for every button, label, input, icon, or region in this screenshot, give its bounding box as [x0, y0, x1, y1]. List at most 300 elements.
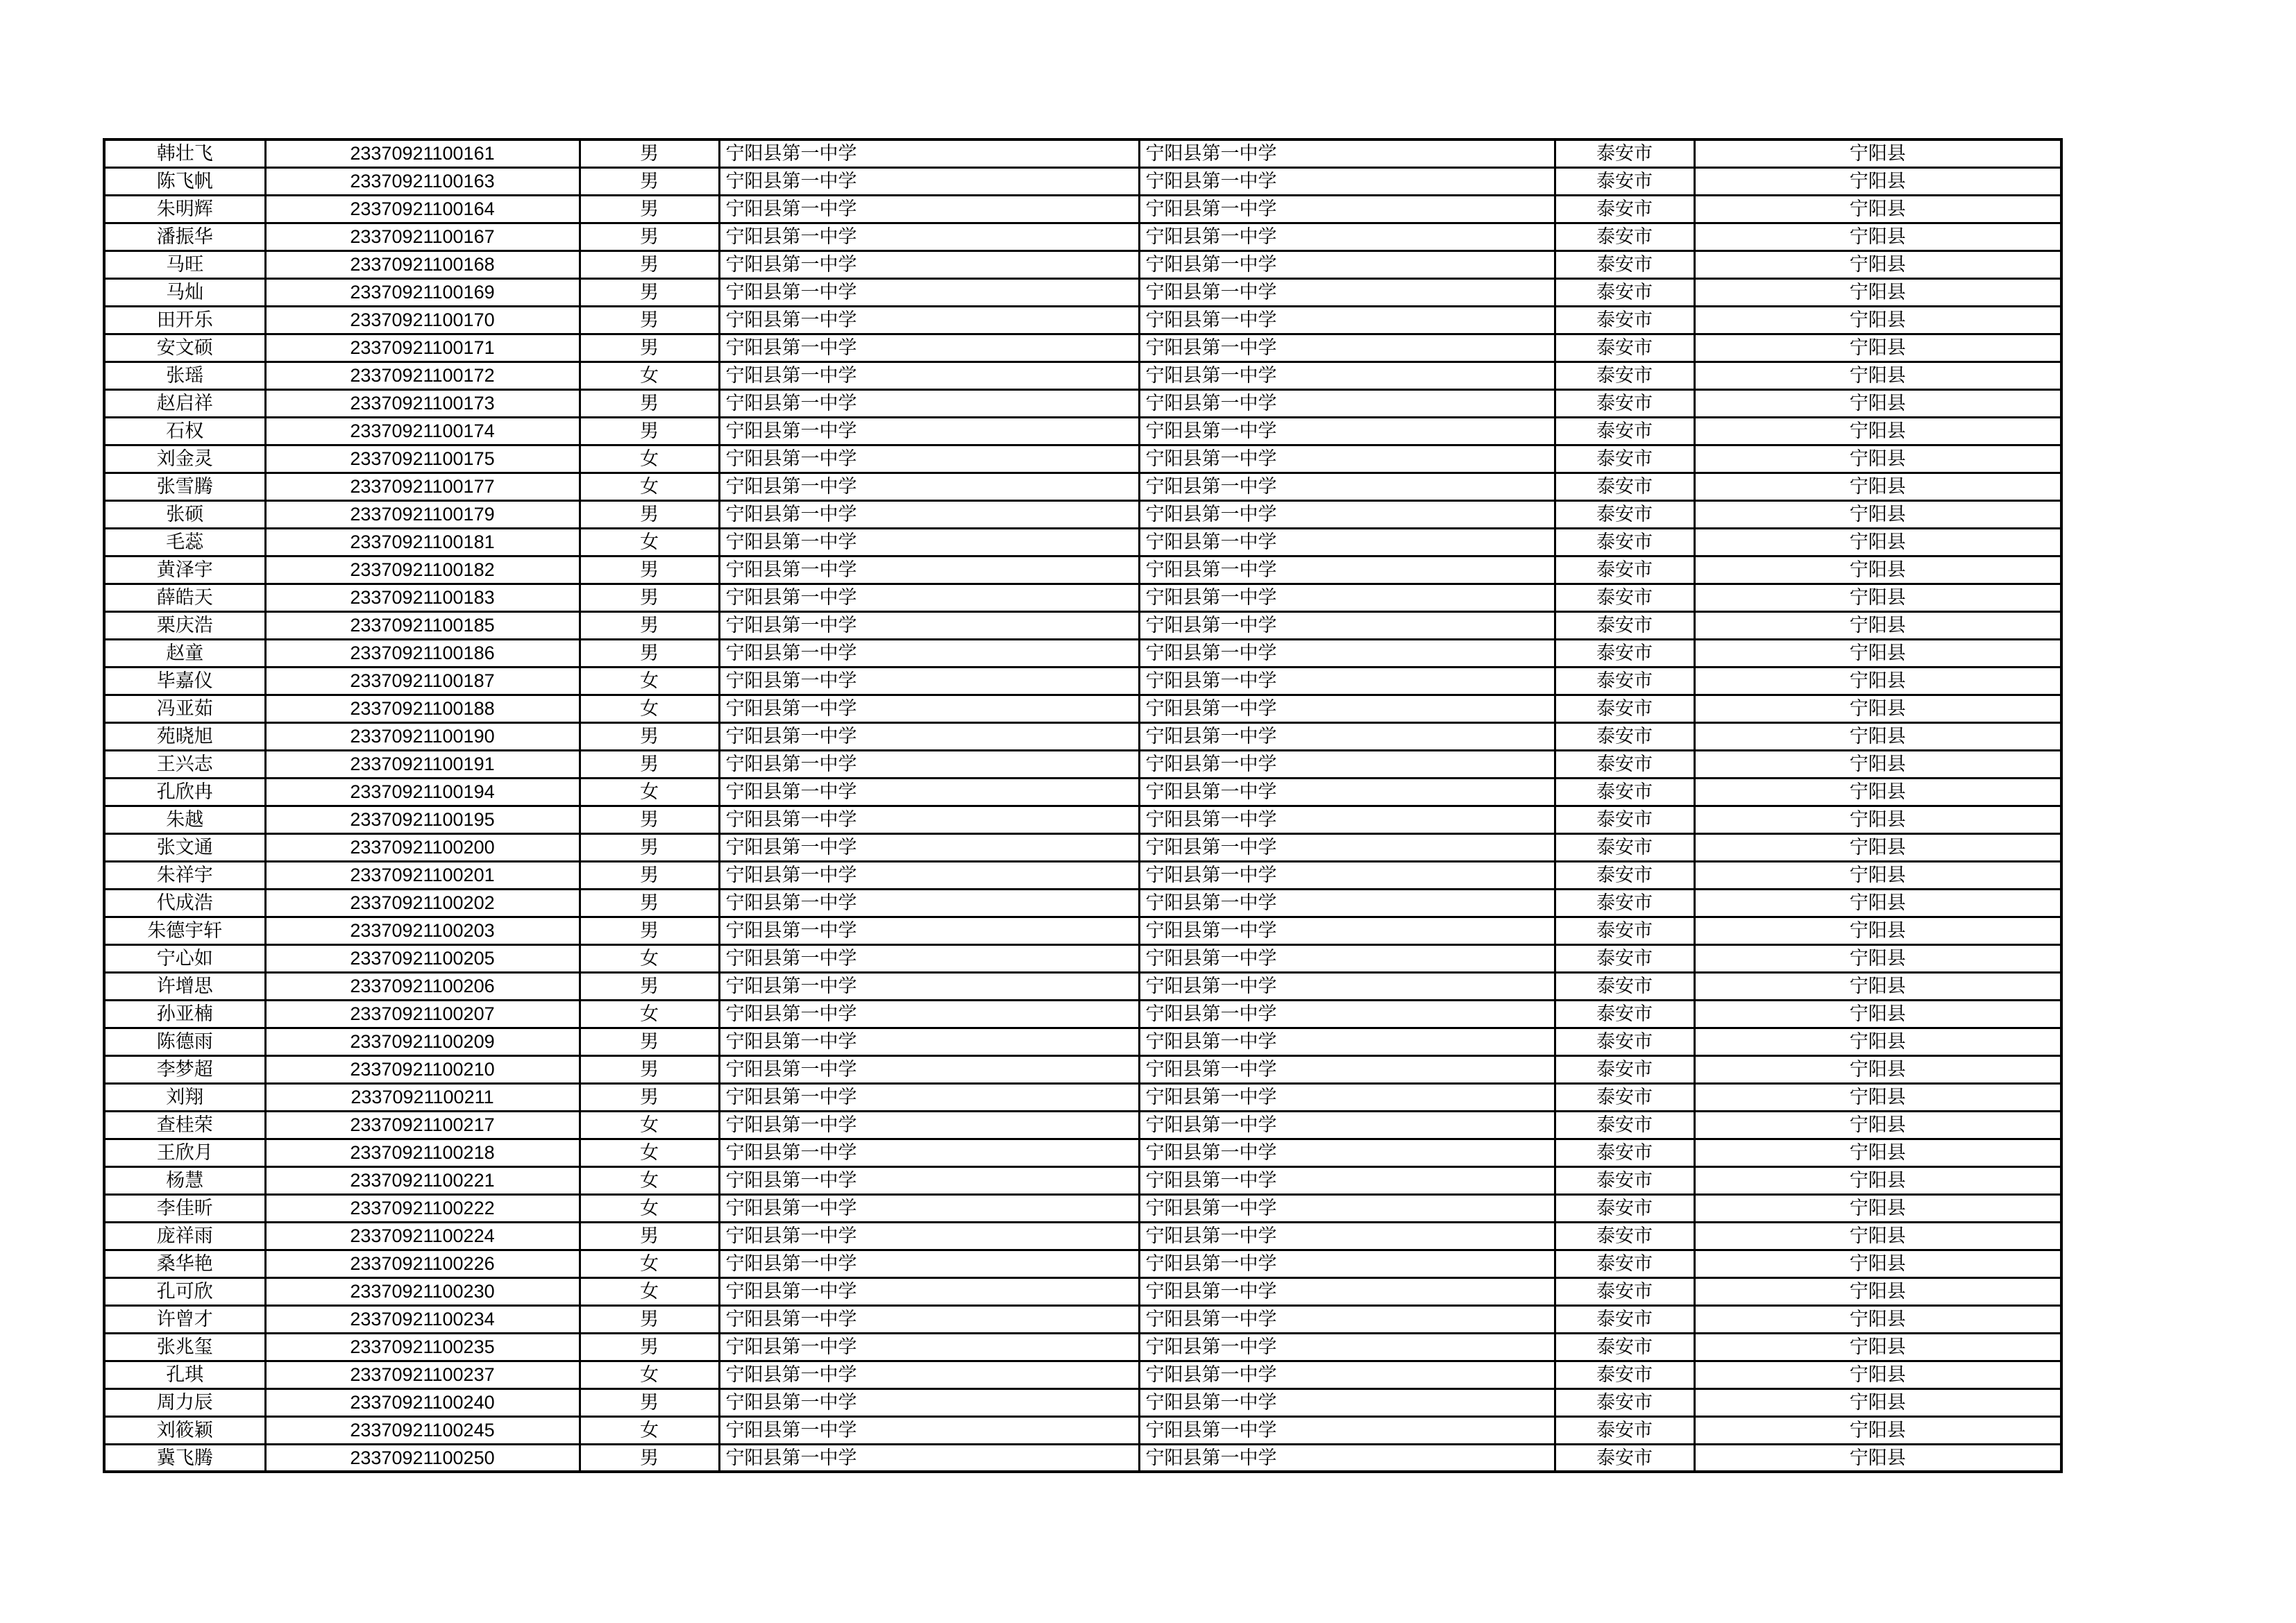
- cell-county: 宁阳县: [1694, 1250, 2061, 1277]
- cell-student-name: 李梦超: [104, 1055, 265, 1083]
- cell-city: 泰安市: [1555, 223, 1694, 250]
- cell-student-name: 杨慧: [104, 1166, 265, 1194]
- cell-county: 宁阳县: [1694, 1055, 2061, 1083]
- cell-gender: 男: [580, 223, 719, 250]
- table-row: [104, 250, 2061, 278]
- cell-county: 宁阳县: [1694, 833, 2061, 861]
- cell-registration-school: 宁阳县第一中学: [1139, 556, 1555, 584]
- table-row: [104, 806, 2061, 833]
- cell-county: 宁阳县: [1694, 445, 2061, 473]
- cell-student-name: 薛皓天: [104, 584, 265, 611]
- cell-exam-number: 23370921100169: [265, 278, 580, 306]
- cell-student-name: 张文通: [104, 833, 265, 861]
- cell-student-name: 代成浩: [104, 889, 265, 917]
- cell-city: 泰安市: [1555, 362, 1694, 389]
- cell-county: 宁阳县: [1694, 306, 2061, 334]
- cell-graduation-school: 宁阳县第一中学: [719, 778, 1139, 806]
- student-roster-body: [104, 139, 2061, 1472]
- cell-registration-school: 宁阳县第一中学: [1139, 972, 1555, 1000]
- cell-city: 泰安市: [1555, 278, 1694, 306]
- cell-registration-school: 宁阳县第一中学: [1139, 944, 1555, 972]
- cell-gender: 男: [580, 611, 719, 639]
- cell-exam-number: 23370921100201: [265, 861, 580, 889]
- cell-graduation-school: 宁阳县第一中学: [719, 639, 1139, 667]
- cell-exam-number: 23370921100211: [265, 1083, 580, 1111]
- cell-graduation-school: 宁阳县第一中学: [719, 528, 1139, 556]
- cell-gender: 女: [580, 1250, 719, 1277]
- cell-city: 泰安市: [1555, 584, 1694, 611]
- cell-registration-school: 宁阳县第一中学: [1139, 528, 1555, 556]
- cell-exam-number: 23370921100222: [265, 1194, 580, 1222]
- cell-exam-number: 23370921100161: [265, 139, 580, 167]
- cell-gender: 女: [580, 445, 719, 473]
- table-row: [104, 1388, 2061, 1416]
- cell-county: 宁阳县: [1694, 278, 2061, 306]
- cell-city: 泰安市: [1555, 750, 1694, 778]
- cell-student-name: 孔欣冉: [104, 778, 265, 806]
- cell-exam-number: 23370921100167: [265, 223, 580, 250]
- cell-exam-number: 23370921100207: [265, 1000, 580, 1028]
- cell-student-name: 张瑶: [104, 362, 265, 389]
- cell-city: 泰安市: [1555, 1083, 1694, 1111]
- cell-county: 宁阳县: [1694, 528, 2061, 556]
- cell-city: 泰安市: [1555, 389, 1694, 417]
- cell-exam-number: 23370921100245: [265, 1416, 580, 1444]
- cell-city: 泰安市: [1555, 778, 1694, 806]
- cell-student-name: 田开乐: [104, 306, 265, 334]
- cell-registration-school: 宁阳县第一中学: [1139, 1139, 1555, 1166]
- cell-student-name: 马灿: [104, 278, 265, 306]
- cell-gender: 女: [580, 473, 719, 500]
- cell-county: 宁阳县: [1694, 139, 2061, 167]
- cell-exam-number: 23370921100209: [265, 1028, 580, 1055]
- cell-registration-school: 宁阳县第一中学: [1139, 1416, 1555, 1444]
- cell-graduation-school: 宁阳县第一中学: [719, 667, 1139, 695]
- cell-gender: 男: [580, 889, 719, 917]
- cell-exam-number: 23370921100183: [265, 584, 580, 611]
- cell-student-name: 毛蕊: [104, 528, 265, 556]
- cell-student-name: 韩壮飞: [104, 139, 265, 167]
- cell-student-name: 陈飞帆: [104, 167, 265, 195]
- cell-city: 泰安市: [1555, 1166, 1694, 1194]
- cell-gender: 男: [580, 500, 719, 528]
- table-row: [104, 1333, 2061, 1361]
- cell-student-name: 毕嘉仪: [104, 667, 265, 695]
- cell-student-name: 李佳昕: [104, 1194, 265, 1222]
- cell-exam-number: 23370921100182: [265, 556, 580, 584]
- cell-county: 宁阳县: [1694, 889, 2061, 917]
- cell-city: 泰安市: [1555, 139, 1694, 167]
- cell-student-name: 朱明辉: [104, 195, 265, 223]
- cell-graduation-school: 宁阳县第一中学: [719, 917, 1139, 944]
- cell-exam-number: 23370921100200: [265, 833, 580, 861]
- table-row: [104, 1305, 2061, 1333]
- cell-exam-number: 23370921100185: [265, 611, 580, 639]
- cell-county: 宁阳县: [1694, 362, 2061, 389]
- cell-registration-school: 宁阳县第一中学: [1139, 1028, 1555, 1055]
- table-row: [104, 833, 2061, 861]
- cell-graduation-school: 宁阳县第一中学: [719, 445, 1139, 473]
- cell-registration-school: 宁阳县第一中学: [1139, 806, 1555, 833]
- cell-gender: 男: [580, 722, 719, 750]
- cell-county: 宁阳县: [1694, 556, 2061, 584]
- cell-county: 宁阳县: [1694, 1444, 2061, 1472]
- cell-city: 泰安市: [1555, 695, 1694, 722]
- cell-registration-school: 宁阳县第一中学: [1139, 833, 1555, 861]
- cell-gender: 男: [580, 195, 719, 223]
- cell-city: 泰安市: [1555, 1055, 1694, 1083]
- cell-registration-school: 宁阳县第一中学: [1139, 334, 1555, 362]
- table-row: [104, 1000, 2061, 1028]
- table-row: [104, 1277, 2061, 1305]
- cell-county: 宁阳县: [1694, 1166, 2061, 1194]
- cell-student-name: 周力辰: [104, 1388, 265, 1416]
- cell-gender: 女: [580, 1361, 719, 1388]
- table-row: [104, 1166, 2061, 1194]
- cell-city: 泰安市: [1555, 1250, 1694, 1277]
- table-row: [104, 861, 2061, 889]
- cell-graduation-school: 宁阳县第一中学: [719, 750, 1139, 778]
- cell-registration-school: 宁阳县第一中学: [1139, 639, 1555, 667]
- cell-registration-school: 宁阳县第一中学: [1139, 1055, 1555, 1083]
- cell-exam-number: 23370921100224: [265, 1222, 580, 1250]
- cell-county: 宁阳县: [1694, 806, 2061, 833]
- cell-gender: 女: [580, 1166, 719, 1194]
- cell-registration-school: 宁阳县第一中学: [1139, 389, 1555, 417]
- cell-gender: 男: [580, 1055, 719, 1083]
- cell-graduation-school: 宁阳县第一中学: [719, 1388, 1139, 1416]
- cell-exam-number: 23370921100250: [265, 1444, 580, 1472]
- cell-city: 泰安市: [1555, 1388, 1694, 1416]
- cell-student-name: 朱祥宇: [104, 861, 265, 889]
- cell-student-name: 张兆玺: [104, 1333, 265, 1361]
- cell-graduation-school: 宁阳县第一中学: [719, 389, 1139, 417]
- cell-registration-school: 宁阳县第一中学: [1139, 1194, 1555, 1222]
- cell-county: 宁阳县: [1694, 473, 2061, 500]
- cell-city: 泰安市: [1555, 556, 1694, 584]
- cell-graduation-school: 宁阳县第一中学: [719, 1000, 1139, 1028]
- cell-student-name: 朱德宇轩: [104, 917, 265, 944]
- table-row: [104, 1416, 2061, 1444]
- cell-exam-number: 23370921100174: [265, 417, 580, 445]
- cell-exam-number: 23370921100188: [265, 695, 580, 722]
- cell-graduation-school: 宁阳县第一中学: [719, 806, 1139, 833]
- table-row: [104, 1194, 2061, 1222]
- cell-city: 泰安市: [1555, 1028, 1694, 1055]
- cell-registration-school: 宁阳县第一中学: [1139, 306, 1555, 334]
- cell-student-name: 查桂荣: [104, 1111, 265, 1139]
- table-row: [104, 1111, 2061, 1139]
- cell-gender: 女: [580, 1111, 719, 1139]
- cell-exam-number: 23370921100181: [265, 528, 580, 556]
- cell-gender: 男: [580, 1305, 719, 1333]
- cell-gender: 男: [580, 833, 719, 861]
- cell-gender: 男: [580, 584, 719, 611]
- cell-graduation-school: 宁阳县第一中学: [719, 1111, 1139, 1139]
- cell-registration-school: 宁阳县第一中学: [1139, 1166, 1555, 1194]
- cell-exam-number: 23370921100206: [265, 972, 580, 1000]
- table-row: [104, 445, 2061, 473]
- cell-exam-number: 23370921100240: [265, 1388, 580, 1416]
- cell-exam-number: 23370921100187: [265, 667, 580, 695]
- cell-exam-number: 23370921100163: [265, 167, 580, 195]
- cell-county: 宁阳县: [1694, 1277, 2061, 1305]
- cell-gender: 男: [580, 1083, 719, 1111]
- cell-student-name: 马旺: [104, 250, 265, 278]
- cell-graduation-school: 宁阳县第一中学: [719, 1194, 1139, 1222]
- cell-exam-number: 23370921100172: [265, 362, 580, 389]
- cell-city: 泰安市: [1555, 1194, 1694, 1222]
- cell-city: 泰安市: [1555, 1111, 1694, 1139]
- cell-registration-school: 宁阳县第一中学: [1139, 917, 1555, 944]
- cell-gender: 男: [580, 1028, 719, 1055]
- cell-registration-school: 宁阳县第一中学: [1139, 667, 1555, 695]
- cell-registration-school: 宁阳县第一中学: [1139, 1361, 1555, 1388]
- cell-gender: 女: [580, 528, 719, 556]
- table-row: [104, 278, 2061, 306]
- table-row: [104, 611, 2061, 639]
- cell-graduation-school: 宁阳县第一中学: [719, 833, 1139, 861]
- cell-student-name: 赵启祥: [104, 389, 265, 417]
- cell-county: 宁阳县: [1694, 917, 2061, 944]
- cell-graduation-school: 宁阳县第一中学: [719, 500, 1139, 528]
- cell-student-name: 苑晓旭: [104, 722, 265, 750]
- table-row: [104, 500, 2061, 528]
- cell-student-name: 许增思: [104, 972, 265, 1000]
- cell-graduation-school: 宁阳县第一中学: [719, 1444, 1139, 1472]
- cell-gender: 女: [580, 1416, 719, 1444]
- table-row: [104, 778, 2061, 806]
- cell-registration-school: 宁阳县第一中学: [1139, 167, 1555, 195]
- cell-exam-number: 23370921100203: [265, 917, 580, 944]
- table-row: [104, 1444, 2061, 1472]
- cell-student-name: 孔琪: [104, 1361, 265, 1388]
- cell-graduation-school: 宁阳县第一中学: [719, 250, 1139, 278]
- cell-graduation-school: 宁阳县第一中学: [719, 1333, 1139, 1361]
- cell-graduation-school: 宁阳县第一中学: [719, 556, 1139, 584]
- cell-city: 泰安市: [1555, 639, 1694, 667]
- cell-registration-school: 宁阳县第一中学: [1139, 278, 1555, 306]
- cell-graduation-school: 宁阳县第一中学: [719, 334, 1139, 362]
- cell-graduation-school: 宁阳县第一中学: [719, 1139, 1139, 1166]
- table-row: [104, 556, 2061, 584]
- cell-gender: 女: [580, 944, 719, 972]
- cell-city: 泰安市: [1555, 611, 1694, 639]
- cell-registration-school: 宁阳县第一中学: [1139, 362, 1555, 389]
- cell-registration-school: 宁阳县第一中学: [1139, 611, 1555, 639]
- cell-student-name: 王兴志: [104, 750, 265, 778]
- cell-city: 泰安市: [1555, 334, 1694, 362]
- cell-graduation-school: 宁阳县第一中学: [719, 722, 1139, 750]
- cell-city: 泰安市: [1555, 833, 1694, 861]
- cell-county: 宁阳县: [1694, 1388, 2061, 1416]
- cell-registration-school: 宁阳县第一中学: [1139, 778, 1555, 806]
- cell-city: 泰安市: [1555, 722, 1694, 750]
- cell-gender: 男: [580, 861, 719, 889]
- table-row: [104, 1139, 2061, 1166]
- cell-county: 宁阳县: [1694, 611, 2061, 639]
- cell-graduation-school: 宁阳县第一中学: [719, 1250, 1139, 1277]
- cell-city: 泰安市: [1555, 944, 1694, 972]
- cell-registration-school: 宁阳县第一中学: [1139, 1250, 1555, 1277]
- cell-city: 泰安市: [1555, 250, 1694, 278]
- cell-county: 宁阳县: [1694, 1333, 2061, 1361]
- cell-exam-number: 23370921100217: [265, 1111, 580, 1139]
- cell-registration-school: 宁阳县第一中学: [1139, 722, 1555, 750]
- cell-city: 泰安市: [1555, 1305, 1694, 1333]
- cell-student-name: 朱越: [104, 806, 265, 833]
- cell-gender: 女: [580, 1000, 719, 1028]
- cell-exam-number: 23370921100190: [265, 722, 580, 750]
- cell-student-name: 刘筱颖: [104, 1416, 265, 1444]
- cell-student-name: 陈德雨: [104, 1028, 265, 1055]
- cell-county: 宁阳县: [1694, 667, 2061, 695]
- cell-gender: 男: [580, 750, 719, 778]
- cell-graduation-school: 宁阳县第一中学: [719, 167, 1139, 195]
- cell-exam-number: 23370921100210: [265, 1055, 580, 1083]
- cell-gender: 女: [580, 362, 719, 389]
- cell-student-name: 庞祥雨: [104, 1222, 265, 1250]
- cell-gender: 男: [580, 417, 719, 445]
- table-row: [104, 389, 2061, 417]
- cell-student-name: 桑华艳: [104, 1250, 265, 1277]
- table-row: [104, 362, 2061, 389]
- cell-registration-school: 宁阳县第一中学: [1139, 195, 1555, 223]
- cell-county: 宁阳县: [1694, 972, 2061, 1000]
- table-row: [104, 417, 2061, 445]
- cell-county: 宁阳县: [1694, 223, 2061, 250]
- cell-city: 泰安市: [1555, 1277, 1694, 1305]
- cell-exam-number: 23370921100235: [265, 1333, 580, 1361]
- table-row: [104, 1055, 2061, 1083]
- cell-graduation-school: 宁阳县第一中学: [719, 1055, 1139, 1083]
- table-row: [104, 195, 2061, 223]
- cell-exam-number: 23370921100177: [265, 473, 580, 500]
- cell-student-name: 刘翔: [104, 1083, 265, 1111]
- table-row: [104, 944, 2061, 972]
- cell-city: 泰安市: [1555, 306, 1694, 334]
- cell-exam-number: 23370921100173: [265, 389, 580, 417]
- cell-exam-number: 23370921100230: [265, 1277, 580, 1305]
- table-row: [104, 584, 2061, 611]
- cell-graduation-school: 宁阳县第一中学: [719, 306, 1139, 334]
- cell-student-name: 潘振华: [104, 223, 265, 250]
- cell-county: 宁阳县: [1694, 334, 2061, 362]
- cell-gender: 男: [580, 167, 719, 195]
- cell-registration-school: 宁阳县第一中学: [1139, 1083, 1555, 1111]
- cell-registration-school: 宁阳县第一中学: [1139, 750, 1555, 778]
- cell-county: 宁阳县: [1694, 1000, 2061, 1028]
- cell-registration-school: 宁阳县第一中学: [1139, 445, 1555, 473]
- cell-graduation-school: 宁阳县第一中学: [719, 195, 1139, 223]
- cell-exam-number: 23370921100186: [265, 639, 580, 667]
- cell-exam-number: 23370921100194: [265, 778, 580, 806]
- cell-exam-number: 23370921100234: [265, 1305, 580, 1333]
- cell-gender: 男: [580, 306, 719, 334]
- cell-exam-number: 23370921100205: [265, 944, 580, 972]
- cell-city: 泰安市: [1555, 1416, 1694, 1444]
- cell-exam-number: 23370921100237: [265, 1361, 580, 1388]
- cell-county: 宁阳县: [1694, 417, 2061, 445]
- cell-registration-school: 宁阳县第一中学: [1139, 889, 1555, 917]
- table-row: [104, 1250, 2061, 1277]
- cell-city: 泰安市: [1555, 1444, 1694, 1472]
- table-row: [104, 139, 2061, 167]
- cell-registration-school: 宁阳县第一中学: [1139, 1000, 1555, 1028]
- cell-county: 宁阳县: [1694, 1139, 2061, 1166]
- cell-county: 宁阳县: [1694, 167, 2061, 195]
- cell-county: 宁阳县: [1694, 1416, 2061, 1444]
- cell-graduation-school: 宁阳县第一中学: [719, 584, 1139, 611]
- cell-county: 宁阳县: [1694, 695, 2061, 722]
- cell-registration-school: 宁阳县第一中学: [1139, 1388, 1555, 1416]
- cell-registration-school: 宁阳县第一中学: [1139, 1277, 1555, 1305]
- cell-graduation-school: 宁阳县第一中学: [719, 417, 1139, 445]
- cell-graduation-school: 宁阳县第一中学: [719, 1416, 1139, 1444]
- cell-exam-number: 23370921100226: [265, 1250, 580, 1277]
- cell-county: 宁阳县: [1694, 250, 2061, 278]
- cell-registration-school: 宁阳县第一中学: [1139, 223, 1555, 250]
- cell-city: 泰安市: [1555, 417, 1694, 445]
- cell-graduation-school: 宁阳县第一中学: [719, 889, 1139, 917]
- cell-county: 宁阳县: [1694, 1028, 2061, 1055]
- cell-student-name: 王欣月: [104, 1139, 265, 1166]
- cell-graduation-school: 宁阳县第一中学: [719, 139, 1139, 167]
- table-row: [104, 1083, 2061, 1111]
- cell-county: 宁阳县: [1694, 722, 2061, 750]
- cell-county: 宁阳县: [1694, 861, 2061, 889]
- cell-exam-number: 23370921100168: [265, 250, 580, 278]
- cell-graduation-school: 宁阳县第一中学: [719, 1277, 1139, 1305]
- cell-student-name: 栗庆浩: [104, 611, 265, 639]
- cell-exam-number: 23370921100171: [265, 334, 580, 362]
- cell-gender: 女: [580, 1139, 719, 1166]
- table-row: [104, 917, 2061, 944]
- table-row: [104, 1028, 2061, 1055]
- cell-exam-number: 23370921100164: [265, 195, 580, 223]
- cell-city: 泰安市: [1555, 1139, 1694, 1166]
- cell-registration-school: 宁阳县第一中学: [1139, 139, 1555, 167]
- cell-county: 宁阳县: [1694, 750, 2061, 778]
- table-row: [104, 334, 2061, 362]
- cell-exam-number: 23370921100218: [265, 1139, 580, 1166]
- cell-exam-number: 23370921100179: [265, 500, 580, 528]
- cell-county: 宁阳县: [1694, 389, 2061, 417]
- cell-gender: 男: [580, 806, 719, 833]
- cell-gender: 女: [580, 778, 719, 806]
- table-row: [104, 473, 2061, 500]
- cell-registration-school: 宁阳县第一中学: [1139, 500, 1555, 528]
- cell-registration-school: 宁阳县第一中学: [1139, 250, 1555, 278]
- cell-gender: 男: [580, 389, 719, 417]
- cell-gender: 女: [580, 1277, 719, 1305]
- cell-county: 宁阳县: [1694, 1194, 2061, 1222]
- table-row: [104, 695, 2061, 722]
- cell-student-name: 安文硕: [104, 334, 265, 362]
- table-row: [104, 667, 2061, 695]
- cell-gender: 男: [580, 1444, 719, 1472]
- cell-city: 泰安市: [1555, 1361, 1694, 1388]
- table-row: [104, 528, 2061, 556]
- cell-student-name: 孔可欣: [104, 1277, 265, 1305]
- cell-county: 宁阳县: [1694, 1361, 2061, 1388]
- cell-gender: 男: [580, 334, 719, 362]
- cell-city: 泰安市: [1555, 889, 1694, 917]
- cell-student-name: 赵童: [104, 639, 265, 667]
- table-row: [104, 639, 2061, 667]
- cell-city: 泰安市: [1555, 528, 1694, 556]
- cell-gender: 男: [580, 1333, 719, 1361]
